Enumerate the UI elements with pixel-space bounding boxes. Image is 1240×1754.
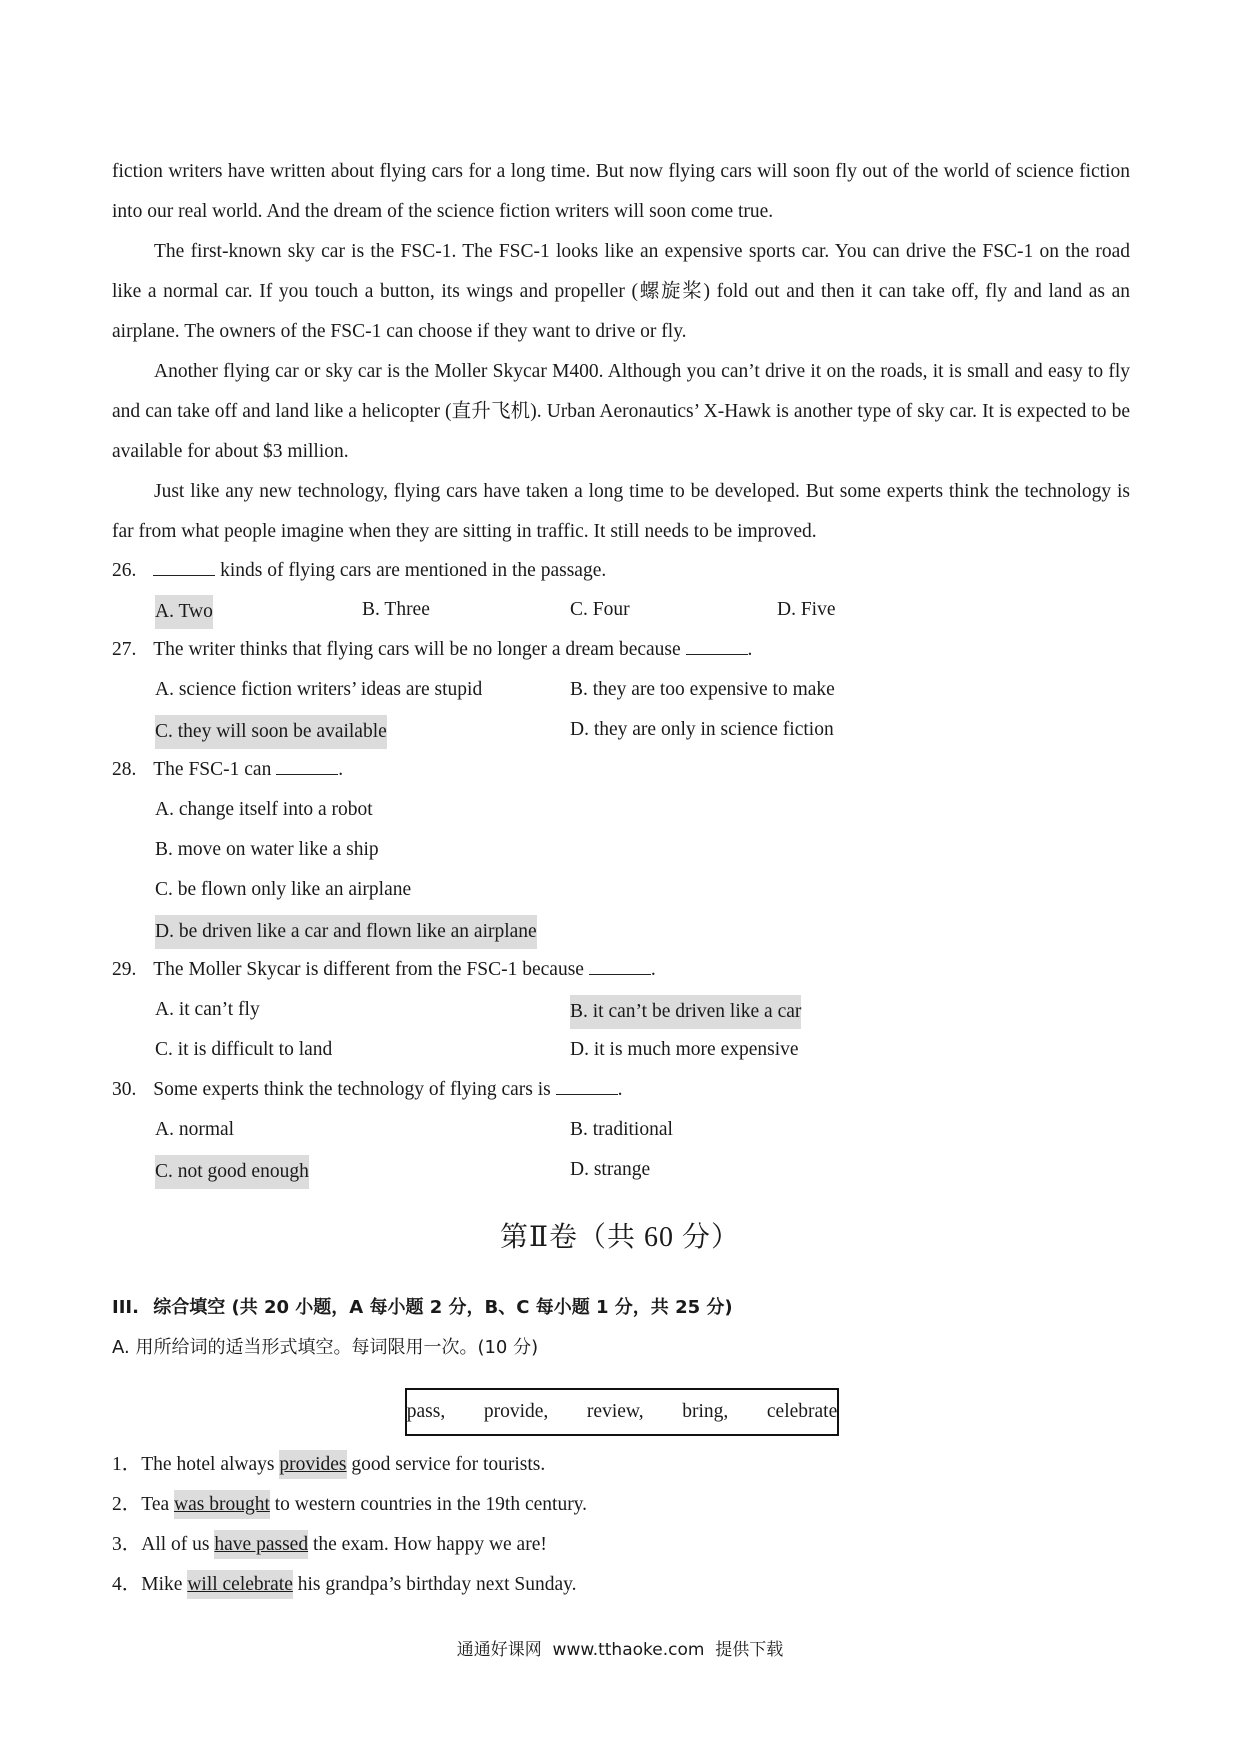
- item-number: 2．: [112, 1494, 142, 1515]
- option-28-d[interactable]: D. be driven like a car and flown like an airplane: [155, 915, 537, 949]
- fill-item-4: [112, 1570, 577, 1600]
- option-26-b[interactable]: B. Three: [362, 599, 430, 620]
- option-27-d[interactable]: D. they are only in science fiction: [570, 719, 834, 740]
- question-number: 29.: [112, 959, 137, 980]
- passage-paragraph-4: Just like any new technology, flying cars have taken a long time to be developed. But some experts think the technology is far from what people imagine when they are sitting in traffic. It still needs to be improved.: [112, 481, 1130, 542]
- sentence-start: Tea: [141, 1494, 175, 1515]
- question-stem-end: .: [650, 959, 656, 980]
- option-27-b[interactable]: B. they are too expensive to make: [570, 679, 835, 700]
- sentence-start: The hotel always: [141, 1454, 280, 1475]
- page-footer: 通通好课网 www.tthaoke.com 提供下载: [456, 1640, 784, 1660]
- question-stem-end: .: [338, 759, 344, 780]
- sentence-start: Mike: [141, 1574, 188, 1595]
- sentence-end: the exam. How happy we are!: [308, 1534, 547, 1555]
- question-stem: The writer thinks that flying cars will be no longer a dream because: [153, 639, 686, 660]
- answer-blank: [686, 636, 748, 655]
- option-26-a[interactable]: A. Two: [155, 595, 213, 629]
- option-26-c[interactable]: C. Four: [570, 599, 630, 620]
- passage-paragraph-3: Another flying car or sky car is the Moller Skycar M400. Although you can’t drive it on the roads, it is small and easy to fly and can take off and land like a helicopter (直升飞机). Urban Aeronautics’ X-Hawk is another type of sky car. It is expected to be available for about $3 million.: [112, 361, 1130, 462]
- option-28-c[interactable]: C. be flown only like an airplane: [155, 879, 412, 900]
- filled-answer[interactable]: was brought: [174, 1490, 270, 1519]
- question-number: 26.: [112, 560, 137, 581]
- word-bank-box: [405, 1388, 839, 1436]
- question-number: 27.: [112, 639, 137, 660]
- passage-paragraph-2: The first-known sky car is the FSC-1. The FSC-1 looks like an expensive sports car. You can drive the FSC-1 on the road like a normal car. If you touch a button, its wings and propeller (螺旋桨) fold out and then it can take off, fly and land as an airplane. The owners of the FSC-1 can choose if they want to drive or fly.: [112, 241, 1130, 342]
- question-number: 30.: [112, 1079, 137, 1100]
- filled-answer[interactable]: provides: [279, 1450, 346, 1479]
- question-stem: Some experts think the technology of flying cars is: [153, 1079, 556, 1100]
- option-29-c[interactable]: C. it is difficult to land: [155, 1039, 333, 1060]
- filled-answer[interactable]: will celebrate: [187, 1570, 293, 1599]
- option-29-a[interactable]: A. it can’t fly: [155, 999, 260, 1020]
- question-stem: kinds of flying cars are mentioned in the passage.: [215, 560, 607, 581]
- sentence-start: All of us: [141, 1534, 215, 1555]
- option-29-d[interactable]: D. it is much more expensive: [570, 1039, 799, 1060]
- answer-blank: [153, 557, 215, 576]
- option-30-a[interactable]: A. normal: [155, 1119, 235, 1140]
- option-30-c[interactable]: C. not good enough: [155, 1155, 309, 1189]
- question-30: [112, 1075, 623, 1105]
- question-number: 28.: [112, 759, 137, 780]
- sentence-end: good service for tourists.: [346, 1454, 546, 1475]
- answer-blank: [276, 756, 338, 775]
- part-a-instruction: A. 用所给词的适当形式填空。每词限用一次。(10 分): [112, 1337, 539, 1358]
- question-stem-end: .: [747, 639, 753, 660]
- option-28-b[interactable]: B. move on water like a ship: [155, 839, 379, 860]
- option-30-d[interactable]: D. strange: [570, 1159, 651, 1180]
- option-26-d[interactable]: D. Five: [777, 599, 836, 620]
- part-number: III.: [112, 1297, 139, 1318]
- fill-item-1: [112, 1450, 545, 1480]
- question-stem: The FSC-1 can: [153, 759, 277, 780]
- option-27-a[interactable]: A. science fiction writers’ ideas are stupid: [155, 679, 483, 700]
- filled-answer[interactable]: have passed: [214, 1530, 308, 1559]
- question-stem: The Moller Skycar is different from the FSC-1 because: [153, 959, 589, 980]
- section-title: 第Ⅱ卷（共 60 分）: [499, 1222, 741, 1253]
- answer-blank: [556, 1076, 618, 1095]
- option-29-b[interactable]: B. it can’t be driven like a car: [570, 995, 801, 1029]
- question-26: [112, 556, 606, 586]
- passage-paragraph-1: fiction writers have written about flying cars for a long time. But now flying cars will soon fly out of the world of science fiction into our real world. And the dream of the science fiction writers will soon come true.: [112, 161, 1130, 222]
- word-bank-words: pass, provide, review, bring, celebrate: [406, 1401, 838, 1422]
- fill-item-2: [112, 1490, 587, 1520]
- item-number: 3．: [112, 1534, 142, 1555]
- item-number: 1．: [112, 1454, 142, 1475]
- part-3-heading: [112, 1293, 733, 1323]
- question-28: [112, 755, 343, 785]
- sentence-end: his grandpa’s birthday next Sunday.: [292, 1574, 577, 1595]
- question-29: [112, 955, 656, 985]
- option-28-a[interactable]: A. change itself into a robot: [155, 799, 373, 820]
- option-27-c[interactable]: C. they will soon be available: [155, 715, 387, 749]
- answer-blank: [589, 956, 651, 975]
- fill-item-3: [112, 1530, 547, 1560]
- part-title: 综合填空 (共 20 小题，A 每小题 2 分，B、C 每小题 1 分，共 25 分): [153, 1297, 733, 1318]
- sentence-end: to western countries in the 19th century.: [269, 1494, 588, 1515]
- question-stem-end: .: [617, 1079, 623, 1100]
- option-30-b[interactable]: B. traditional: [570, 1119, 673, 1140]
- question-27: [112, 635, 752, 665]
- item-number: 4．: [112, 1574, 142, 1595]
